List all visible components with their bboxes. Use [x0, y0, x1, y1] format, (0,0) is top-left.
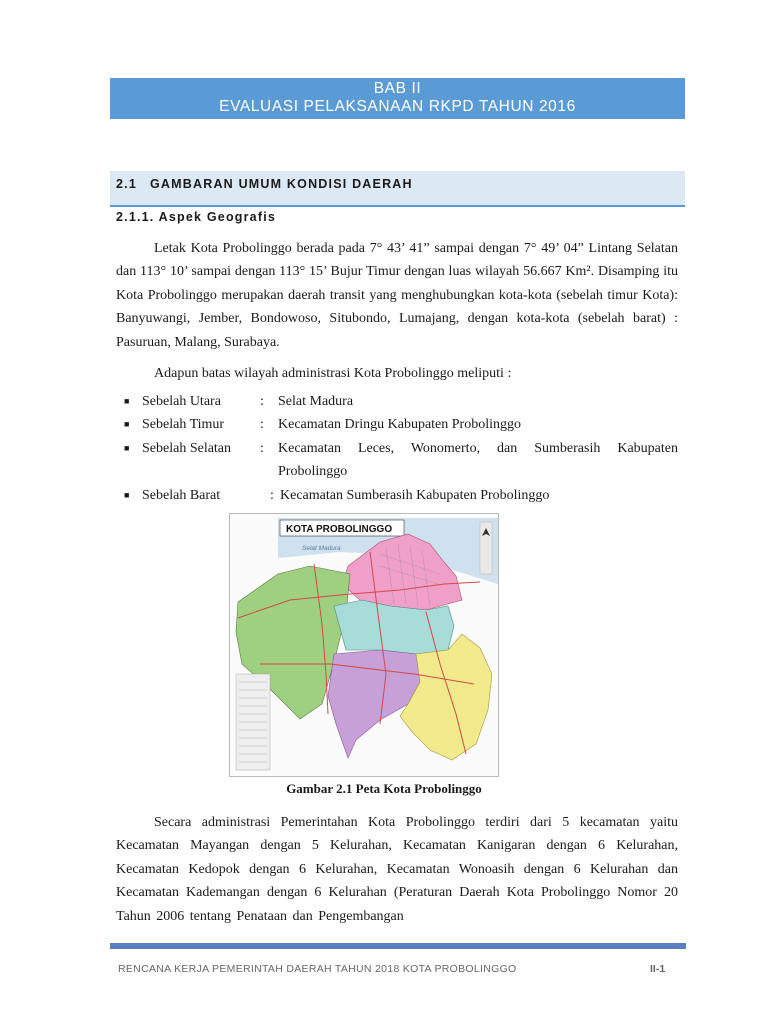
list-item [116, 437, 678, 484]
chapter-label: BAB II [373, 80, 422, 97]
section-heading [110, 171, 685, 207]
bullet-icon: ■ [124, 419, 130, 430]
border-list [116, 390, 678, 507]
map-figure [229, 513, 499, 777]
borders-intro-paragraph [116, 362, 678, 385]
footer-divider [110, 943, 686, 949]
border-separator: : [260, 417, 264, 433]
border-separator: : [260, 440, 264, 456]
border-direction: Sebelah Barat [142, 487, 221, 503]
district-cyan [334, 600, 454, 654]
list-item [116, 413, 678, 436]
chapter-banner [110, 78, 685, 119]
bullet-icon: ■ [124, 396, 130, 406]
footer-title: RENCANA KERJA PEMERINTAH DAERAH TAHUN 2018 KOTA PROBOLINGGO [118, 963, 517, 975]
list-item [116, 390, 678, 413]
border-value: Kecamatan Leces, Wonomerto, dan Sumberasih Kabupaten Probolinggo [278, 440, 678, 480]
chapter-title: EVALUASI PELAKSANAAN RKPD TAHUN 2016 [219, 98, 576, 115]
map-title: KOTA PROBOLINGGO [286, 524, 393, 535]
border-value: Selat Madura [278, 394, 354, 409]
bullet-icon: ■ [124, 442, 130, 453]
border-direction: Sebelah Timur [142, 417, 225, 433]
section-number: 2.1 [116, 177, 137, 191]
border-direction: Sebelah Selatan [142, 440, 232, 456]
border-value: Kecamatan Dringu Kabupaten Probolinggo [278, 417, 521, 433]
list-item [116, 484, 678, 507]
administration-text: Secara administrasi Pemerintahan Kota Probolinggo terdiri dari 5 kecamatan yaitu Kecamatan Mayangan dengan 5 Kelurahan, Kecamatan Kanigaran dengan 6 Kelurahan, Kecamatan Kedopok dengan 6 Kelurahan, Kecamatan Wonoasih dengan 6 Kelurahan dan Kecamatan Kademangan dengan 6 Kelurahan (Peraturan Daerah Kota Probolinggo Nomor 20 Tahun 2006 tentang Penataan dan Pengembangan [116, 815, 678, 924]
section-title: GAMBARAN UMUM KONDISI DAERAH [150, 177, 413, 191]
location-paragraph [116, 237, 678, 354]
border-direction: Sebelah Utara [142, 394, 221, 409]
location-text: Letak Kota Probolinggo berada pada 7° 43’ 41” sampai dengan 7° 49’ 04” Lintang Selatan dan 113° 10’ sampai dengan 113° 15’ Bujur Timur dengan luas wilayah 56.667 Km². Disamping itu Kota Probolinggo merupakan daerah transit yang menghubungkan kota-kota (sebelah timur Kota): Banyuwangi, Jember, Bondowoso, Situbondo, Lumajang, dengan kota-kota (sebelah barat) : Pasuruan, Malang, Surabaya. [116, 241, 678, 350]
figure-caption: Gambar 2.1 Peta Kota Probolinggo [286, 781, 482, 796]
administration-paragraph [116, 811, 678, 928]
page-number: II-1 [650, 963, 666, 975]
map-illustration [230, 514, 498, 776]
sea-label: Selat Madura [302, 545, 341, 552]
bullet-icon: ■ [124, 489, 130, 500]
border-separator: : [270, 487, 274, 503]
subsection-heading: 2.1.1. Aspek Geografis [116, 210, 277, 224]
borders-intro-text: Adapun batas wilayah administrasi Kota Probolinggo meliputi : [154, 366, 512, 381]
border-value: Kecamatan Sumberasih Kabupaten Probolinggo [280, 487, 550, 503]
border-separator: : [260, 394, 264, 409]
